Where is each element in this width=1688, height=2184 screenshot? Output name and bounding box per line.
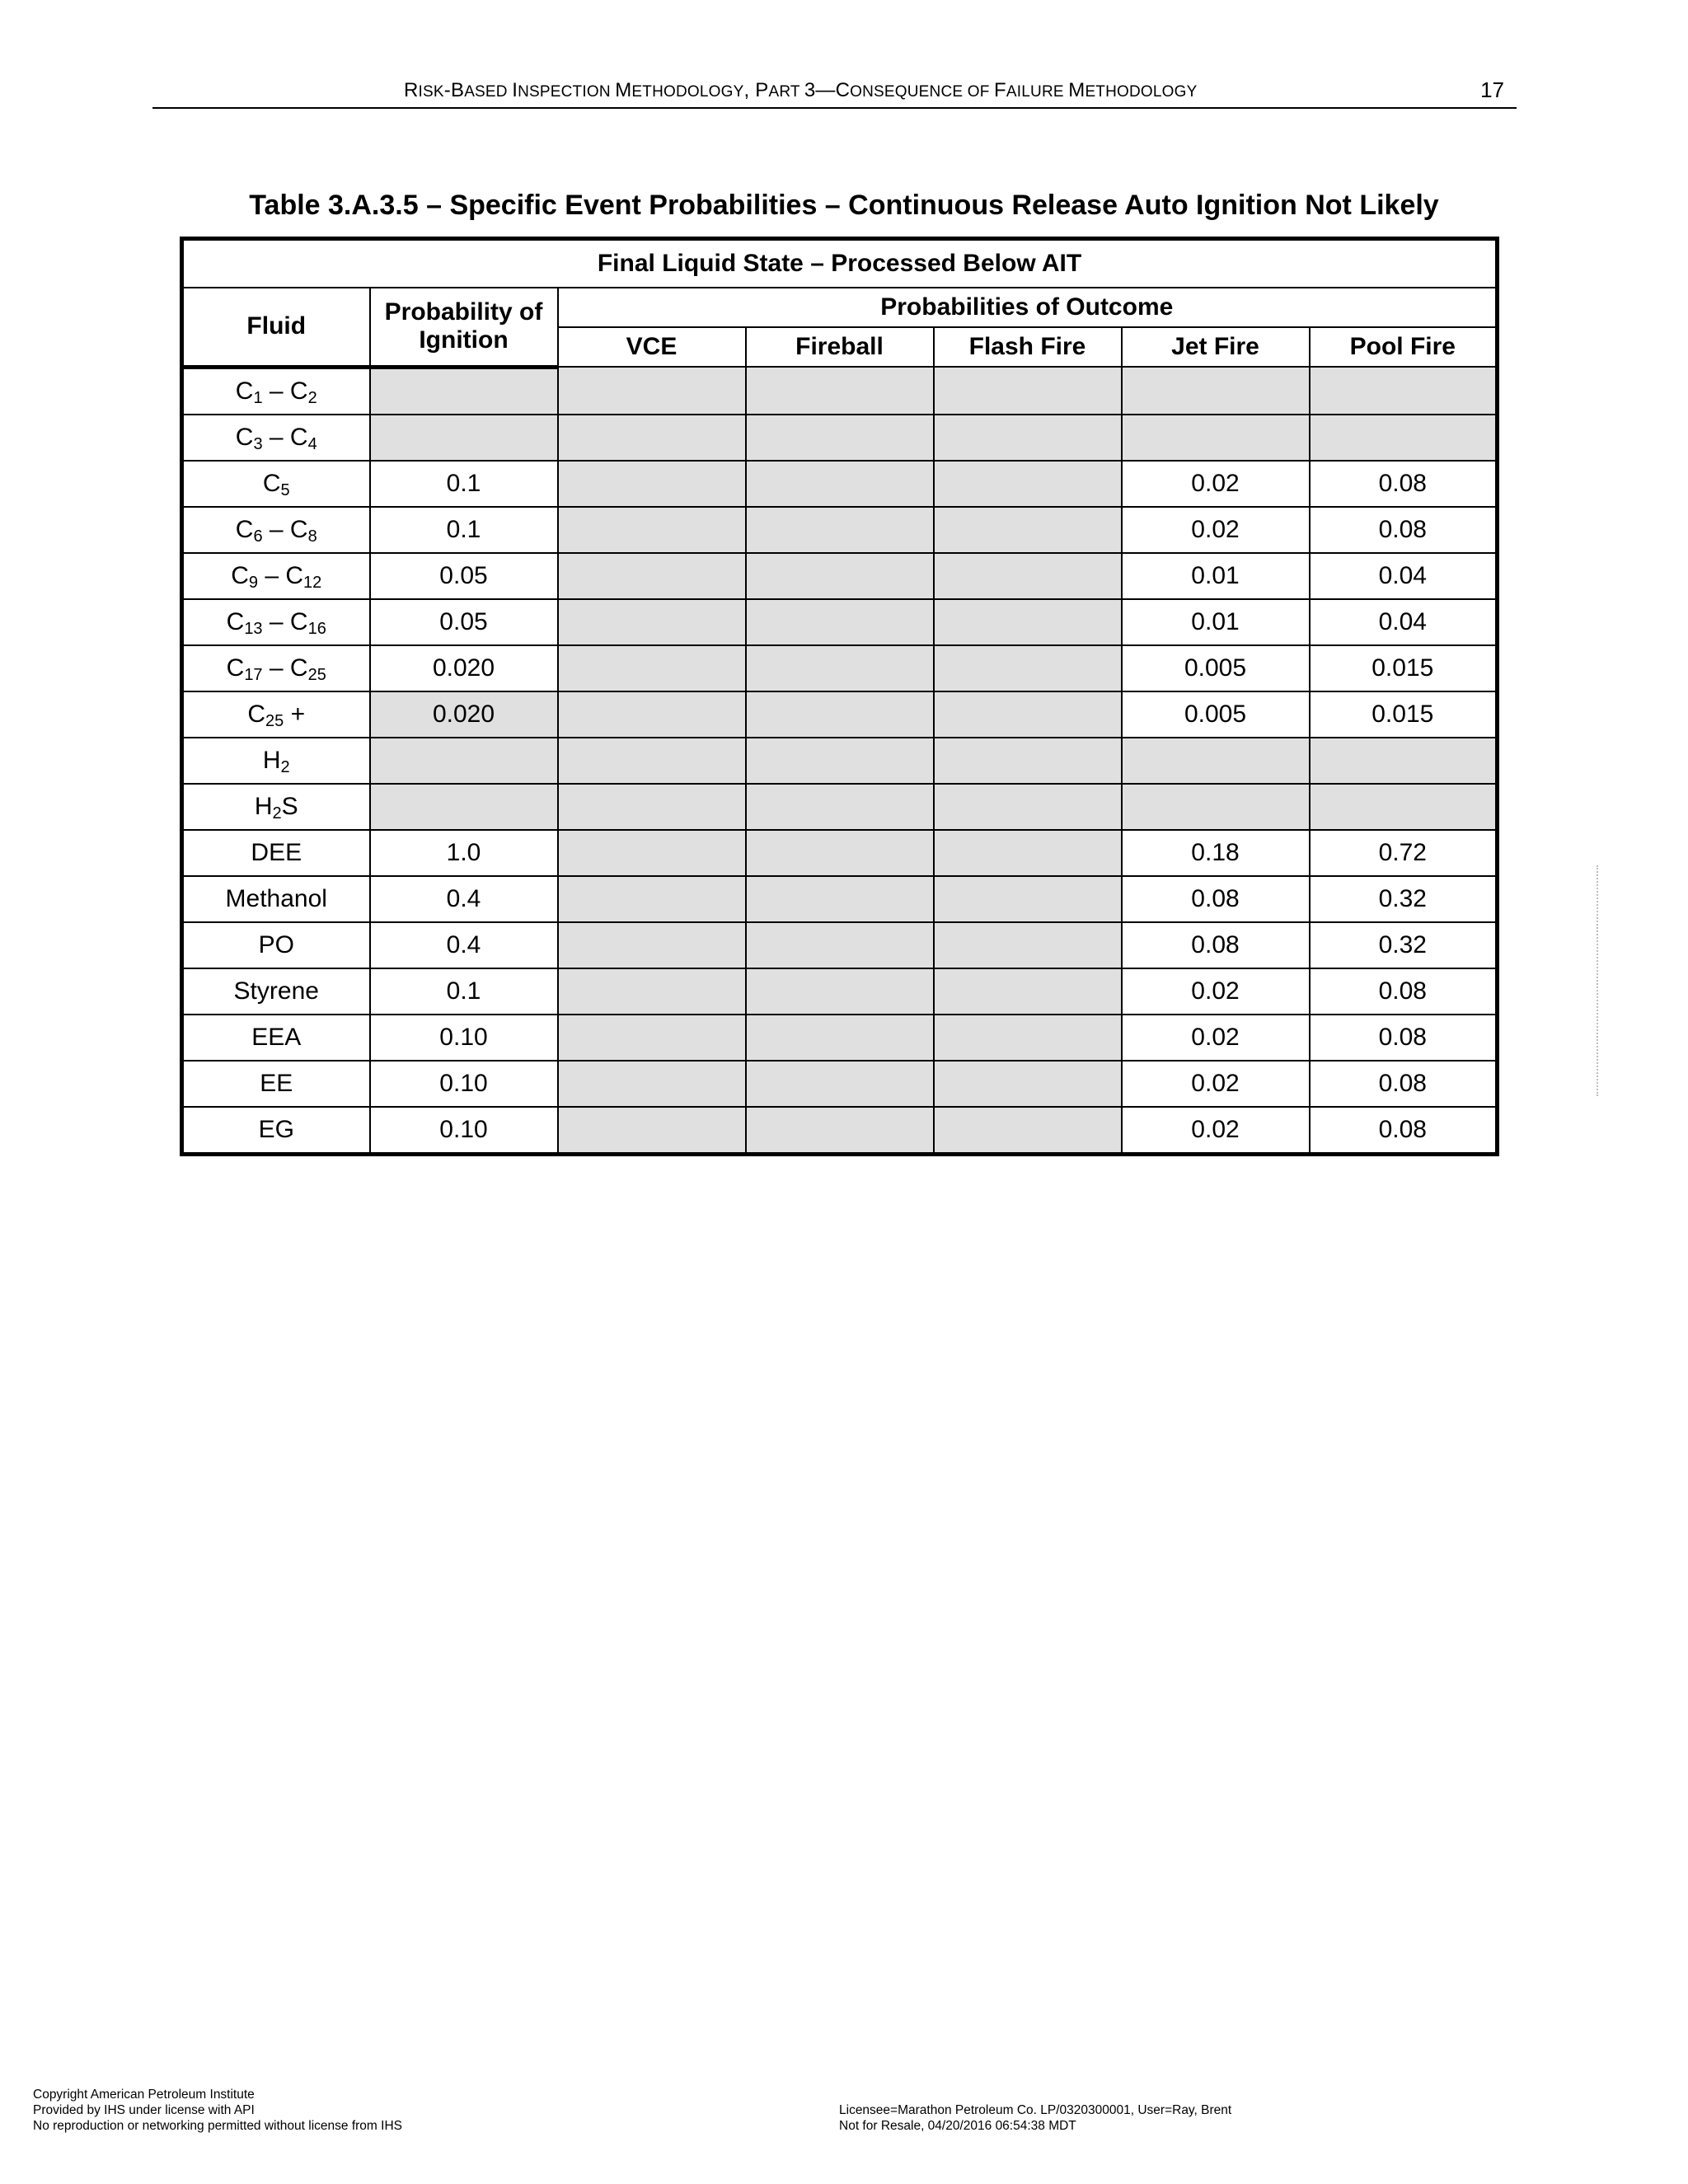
- jet-fire-cell: 0.005: [1122, 691, 1310, 738]
- fireball-cell: [746, 599, 934, 645]
- table-row: [182, 1107, 1498, 1155]
- ignition-cell: [370, 415, 558, 461]
- flash-fire-cell: [934, 922, 1122, 968]
- margin-scan-mark: [1597, 865, 1601, 1096]
- fluid-cell: Styrene: [182, 968, 370, 1015]
- table-row: [182, 507, 1498, 553]
- outcome-group-header: Probabilities of Outcome: [558, 288, 1498, 327]
- flash-fire-cell: [934, 415, 1122, 461]
- ignition-cell: 0.05: [370, 553, 558, 599]
- col-header-flash-fire: Flash Fire: [934, 327, 1122, 367]
- fireball-cell: [746, 415, 934, 461]
- pool-fire-cell: 0.08: [1310, 968, 1498, 1015]
- ignition-cell: 0.10: [370, 1015, 558, 1061]
- col-header-ignition: Probability of Ignition: [370, 288, 558, 367]
- table-row: [182, 922, 1498, 968]
- running-header: [152, 79, 1517, 109]
- fireball-cell: [746, 922, 934, 968]
- table-row: [182, 784, 1498, 830]
- flash-fire-cell: [934, 784, 1122, 830]
- fireball-cell: [746, 461, 934, 507]
- fireball-cell: [746, 876, 934, 922]
- fireball-cell: [746, 830, 934, 876]
- page-number: 17: [1480, 77, 1504, 102]
- fluid-cell: DEE: [182, 830, 370, 876]
- pool-fire-cell: 0.08: [1310, 1015, 1498, 1061]
- fireball-cell: [746, 968, 934, 1015]
- vce-cell: [558, 461, 746, 507]
- ignition-cell: 0.10: [370, 1061, 558, 1107]
- fluid-cell: $C_5$: [182, 461, 370, 507]
- ignition-cell: 0.1: [370, 507, 558, 553]
- table-row: [182, 415, 1498, 461]
- jet-fire-cell: [1122, 738, 1310, 784]
- ignition-cell: [370, 367, 558, 415]
- ignition-cell: 0.10: [370, 1107, 558, 1155]
- ignition-cell: 1.0: [370, 830, 558, 876]
- vce-cell: [558, 1061, 746, 1107]
- ignition-cell: [370, 738, 558, 784]
- table-row: [182, 1015, 1498, 1061]
- pool-fire-cell: 0.015: [1310, 645, 1498, 691]
- jet-fire-cell: 0.08: [1122, 922, 1310, 968]
- pool-fire-cell: 0.04: [1310, 599, 1498, 645]
- fluid-cell: $C_6 - C_8$: [182, 507, 370, 553]
- footer-copyright: [33, 2087, 402, 2134]
- jet-fire-cell: 0.01: [1122, 553, 1310, 599]
- fireball-cell: [746, 1015, 934, 1061]
- pool-fire-cell: 0.08: [1310, 1107, 1498, 1155]
- jet-fire-cell: [1122, 367, 1310, 415]
- table-row: [182, 876, 1498, 922]
- fireball-cell: [746, 507, 934, 553]
- ignition-cell: 0.1: [370, 461, 558, 507]
- pool-fire-cell: 0.72: [1310, 830, 1498, 876]
- jet-fire-cell: 0.02: [1122, 1107, 1310, 1155]
- ignition-cell: 0.4: [370, 876, 558, 922]
- pool-fire-cell: 0.08: [1310, 1061, 1498, 1107]
- fireball-cell: [746, 1061, 934, 1107]
- table-caption: Table 3.A.3.5 – Specific Event Probabilities – Continuous Release Auto Ignition Not Likely: [249, 190, 1439, 221]
- table-row: [182, 691, 1498, 738]
- table-row: [182, 645, 1498, 691]
- jet-fire-cell: 0.02: [1122, 968, 1310, 1015]
- fluid-cell: $C_{17} - C_{25}$: [182, 645, 370, 691]
- jet-fire-cell: [1122, 784, 1310, 830]
- fluid-cell: $C_{13} - C_{16}$: [182, 599, 370, 645]
- vce-cell: [558, 691, 746, 738]
- col-header-pool-fire: Pool Fire: [1310, 327, 1498, 367]
- pool-fire-cell: 0.08: [1310, 507, 1498, 553]
- fluid-cell: $H_2$: [182, 738, 370, 784]
- footer-line: Licensee=Marathon Petroleum Co. LP/0320300001, User=Ray, Brent: [839, 2103, 1232, 2117]
- table-row: [182, 461, 1498, 507]
- jet-fire-cell: 0.02: [1122, 507, 1310, 553]
- fluid-cell: EEA: [182, 1015, 370, 1061]
- jet-fire-cell: 0.08: [1122, 876, 1310, 922]
- pool-fire-cell: 0.04: [1310, 553, 1498, 599]
- flash-fire-cell: [934, 553, 1122, 599]
- vce-cell: [558, 645, 746, 691]
- fluid-cell: PO: [182, 922, 370, 968]
- flash-fire-cell: [934, 738, 1122, 784]
- fireball-cell: [746, 645, 934, 691]
- ignition-cell: [370, 784, 558, 830]
- fluid-cell: $C_3 - C_4$: [182, 415, 370, 461]
- jet-fire-cell: 0.02: [1122, 1061, 1310, 1107]
- pool-fire-cell: [1310, 738, 1498, 784]
- jet-fire-cell: 0.18: [1122, 830, 1310, 876]
- table-row: [182, 1061, 1498, 1107]
- flash-fire-cell: [934, 830, 1122, 876]
- vce-cell: [558, 553, 746, 599]
- flash-fire-cell: [934, 1015, 1122, 1061]
- flash-fire-cell: [934, 1061, 1122, 1107]
- flash-fire-cell: [934, 645, 1122, 691]
- fireball-cell: [746, 367, 934, 415]
- vce-cell: [558, 784, 746, 830]
- fireball-cell: [746, 1107, 934, 1155]
- flash-fire-cell: [934, 599, 1122, 645]
- ignition-cell: 0.4: [370, 922, 558, 968]
- flash-fire-cell: [934, 461, 1122, 507]
- fireball-cell: [746, 553, 934, 599]
- pool-fire-cell: 0.32: [1310, 922, 1498, 968]
- vce-cell: [558, 830, 746, 876]
- fluid-cell: $H_2S$: [182, 784, 370, 830]
- vce-cell: [558, 1107, 746, 1155]
- footer-line: Provided by IHS under license with API: [33, 2103, 255, 2117]
- table-row: [182, 738, 1498, 784]
- pool-fire-cell: [1310, 784, 1498, 830]
- fluid-cell: Methanol: [182, 876, 370, 922]
- pool-fire-cell: [1310, 367, 1498, 415]
- flash-fire-cell: [934, 968, 1122, 1015]
- vce-cell: [558, 876, 746, 922]
- fluid-cell: EE: [182, 1061, 370, 1107]
- running-header-title: RISK-BASED INSPECTION METHODOLOGY, PART 3—CONSEQUENCE OF FAILURE METHODOLOGY: [404, 79, 1198, 101]
- fireball-cell: [746, 738, 934, 784]
- fireball-cell: [746, 691, 934, 738]
- table-body: [182, 367, 1498, 1154]
- pool-fire-cell: 0.015: [1310, 691, 1498, 738]
- super-header: Final Liquid State – Processed Below AIT: [182, 239, 1498, 288]
- footer-line: No reproduction or networking permitted without license from IHS: [33, 2119, 402, 2133]
- jet-fire-cell: 0.01: [1122, 599, 1310, 645]
- event-probabilities-table: [180, 237, 1499, 1156]
- jet-fire-cell: 0.005: [1122, 645, 1310, 691]
- fluid-cell: $C_{25}$ +: [182, 691, 370, 738]
- vce-cell: [558, 1015, 746, 1061]
- table-row: [182, 553, 1498, 599]
- table-row: [182, 599, 1498, 645]
- fluid-cell: $C_1 - C_2$: [182, 367, 370, 415]
- table-row: [182, 968, 1498, 1015]
- flash-fire-cell: [934, 367, 1122, 415]
- vce-cell: [558, 367, 746, 415]
- vce-cell: [558, 738, 746, 784]
- footer-line: Copyright American Petroleum Institute: [33, 2088, 255, 2102]
- jet-fire-cell: 0.02: [1122, 461, 1310, 507]
- flash-fire-cell: [934, 876, 1122, 922]
- pool-fire-cell: 0.32: [1310, 876, 1498, 922]
- vce-cell: [558, 922, 746, 968]
- pool-fire-cell: [1310, 415, 1498, 461]
- fireball-cell: [746, 784, 934, 830]
- col-header-jet-fire: Jet Fire: [1122, 327, 1310, 367]
- flash-fire-cell: [934, 507, 1122, 553]
- flash-fire-cell: [934, 1107, 1122, 1155]
- fluid-cell: $C_9 - C_{12}$: [182, 553, 370, 599]
- jet-fire-cell: 0.02: [1122, 1015, 1310, 1061]
- table-row: [182, 830, 1498, 876]
- vce-cell: [558, 415, 746, 461]
- col-header-fireball: Fireball: [746, 327, 934, 367]
- jet-fire-cell: [1122, 415, 1310, 461]
- flash-fire-cell: [934, 691, 1122, 738]
- vce-cell: [558, 507, 746, 553]
- ignition-cell: 0.05: [370, 599, 558, 645]
- fluid-cell: EG: [182, 1107, 370, 1155]
- footer-license: [839, 2102, 1231, 2134]
- ignition-cell: 0.020: [370, 645, 558, 691]
- table-row: [182, 367, 1498, 415]
- ignition-cell: 0.020: [370, 691, 558, 738]
- footer-line: Not for Resale, 04/20/2016 06:54:38 MDT: [839, 2119, 1076, 2133]
- vce-cell: [558, 968, 746, 1015]
- ignition-cell: 0.1: [370, 968, 558, 1015]
- vce-cell: [558, 599, 746, 645]
- col-header-vce: VCE: [558, 327, 746, 367]
- pool-fire-cell: 0.08: [1310, 461, 1498, 507]
- col-header-fluid: Fluid: [182, 288, 370, 367]
